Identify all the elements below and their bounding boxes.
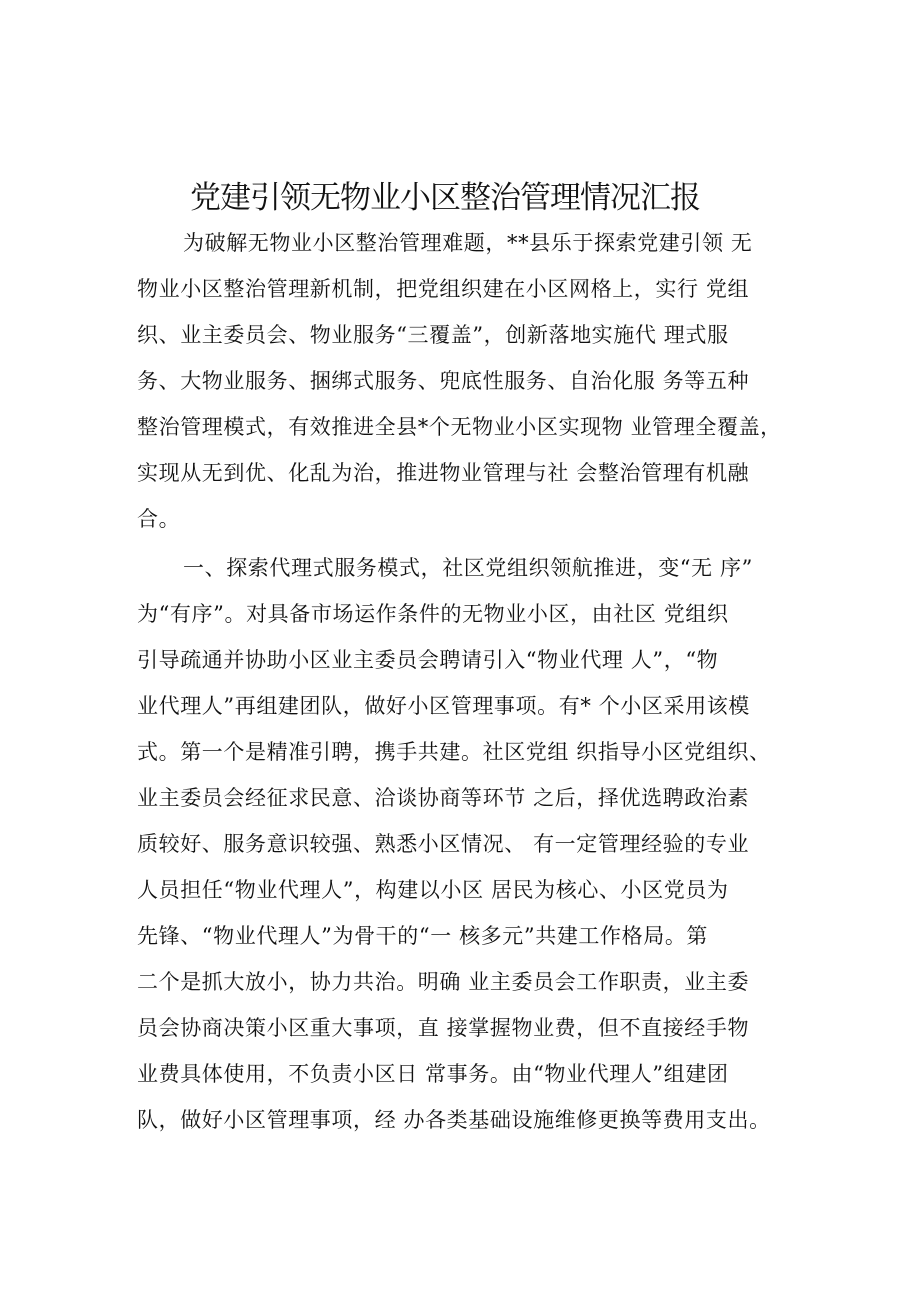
paragraph-line: 队，做好小区管理事项，经 办各类基础设施维修更换等费用支出。 (137, 1108, 771, 1132)
paragraph-line: 二个是抓大放小，协力共治。明确 业主委员会工作职责，业主委 (137, 970, 750, 994)
paragraph-line: 业主委员会经征求民意、洽谈协商等环节 之后，择优选聘政治素 (137, 786, 750, 810)
paragraph-line: 员会协商决策小区重大事项，直 接掌握物业费，但不直接经手物 (137, 1016, 750, 1040)
paragraph-line: 务、大物业服务、捆绑式服务、兜底性服务、自治化服 务等五种 (137, 369, 750, 393)
paragraph-line: 为“有序”。对具备市场运作条件的无物业小区，由社区 党组织 (137, 602, 729, 626)
paragraph-2 (137, 545, 797, 1143)
paragraph-line: 式。第一个是精准引聘，携手共建。社区党组 织指导小区党组织、 (137, 740, 771, 764)
paragraph-line: 实现从无到优、化乱为治，推进物业管理与社 会整治管理有机融 (137, 461, 750, 485)
paragraph-line: 质较好、服务意识较强、熟悉小区情况、 有一定管理经验的专业 (137, 832, 750, 856)
paragraph-line: 先锋、“物业代理人”为骨干的“一 核多元”共建工作格局。第 (137, 924, 709, 948)
paragraph-line: 合。 (137, 507, 181, 531)
paragraph-line: 整治管理模式，有效推进全县*个无物业小区实现物 业管理全覆盖， (137, 415, 782, 439)
paragraph-line: 业费具体使用，不负责小区日 常事务。由“物业代理人”组建团 (137, 1062, 729, 1086)
paragraph-line: 一、探索代理式服务模式，社区党组织领航推进，变“无 序” (183, 556, 753, 580)
paragraph-line: 业代理人”再组建团队，做好小区管理事项。有* 个小区采用该模 (137, 694, 750, 718)
paragraph-line: 引导疏通并协助小区业主委员会聘请引入“物业代理 人”，“物 (137, 648, 719, 672)
paragraph-line: 人员担任“物业代理人”，构建以小区 居民为核心、小区党员为 (137, 878, 729, 902)
paragraph-line: 织、业主委员会、物业服务“三覆盖”，创新落地实施代 理式服 (137, 323, 729, 347)
paragraph-line: 为破解无物业小区整治管理难题，**县乐于探索党建引领 无 (183, 231, 753, 255)
paragraph-1 (137, 220, 797, 542)
document-title: 党建引领无物业小区整治管理情况汇报 (190, 180, 700, 216)
paragraph-line: 物业小区整治管理新机制，把党组织建在小区网格上，实行 党组 (137, 277, 750, 301)
